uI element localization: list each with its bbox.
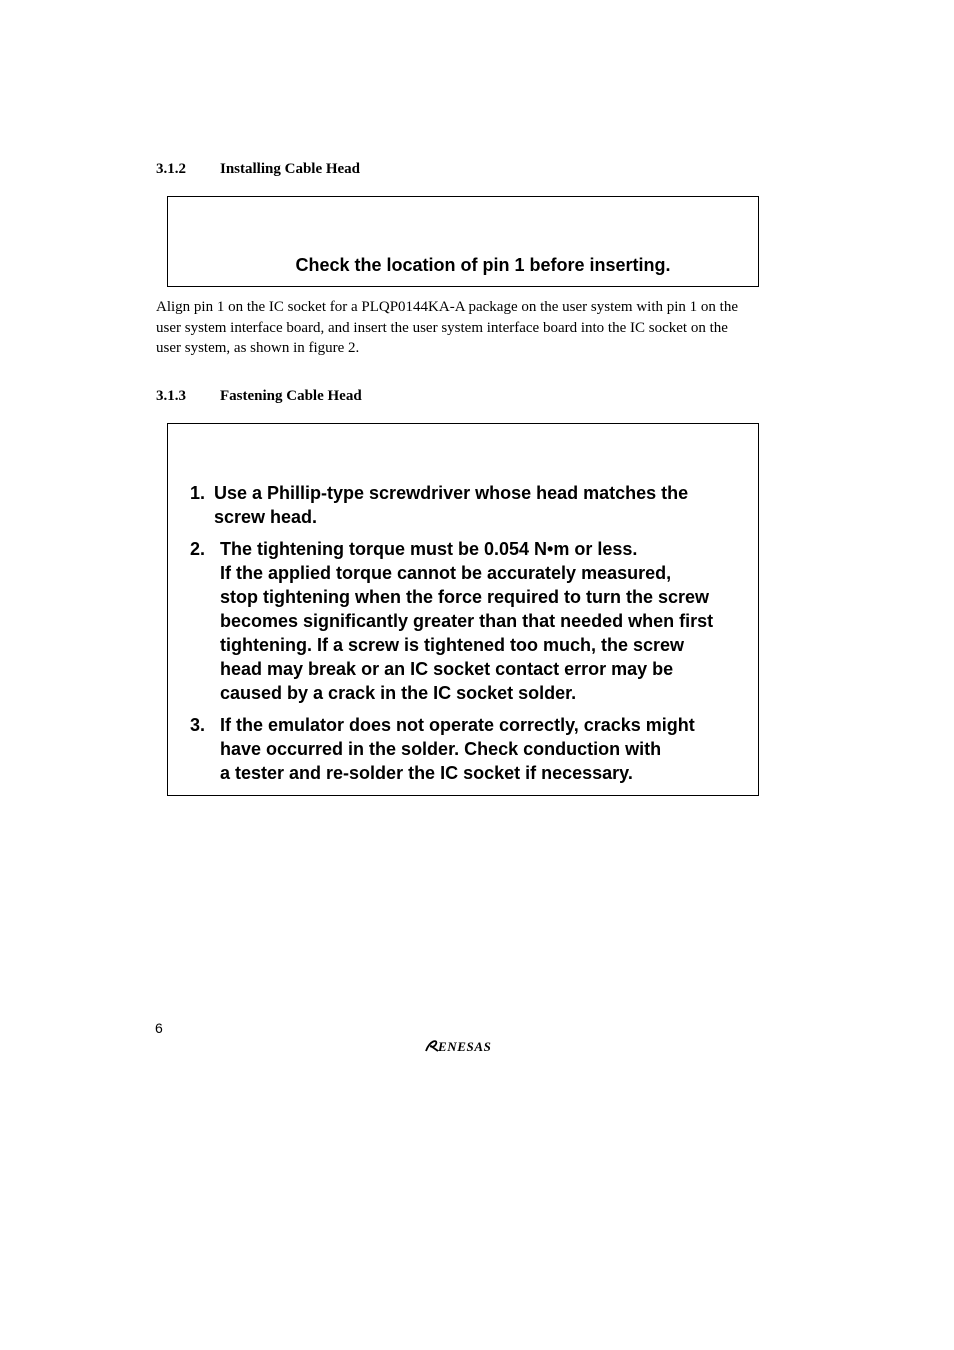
- caution-box-pin1: [167, 196, 759, 287]
- section-heading-3-1-3: [156, 388, 362, 405]
- list-item-line: have occurred in the solder. Check conduction with: [220, 739, 662, 759]
- paragraph-line: user system, as shown in figure 2.: [156, 340, 360, 356]
- paragraph-line: user system interface board, and insert the user system interface board into the IC socket on the: [156, 319, 728, 336]
- list-item: [190, 713, 750, 785]
- caution-list: [190, 481, 750, 793]
- list-item-line: Use a Phillip-type screwdriver whose head matches the: [214, 483, 689, 503]
- renesas-logo: [424, 1036, 524, 1061]
- section-title: Fastening Cable Head: [220, 388, 362, 404]
- list-item-line: becomes significantly greater than that needed when first: [220, 611, 714, 631]
- list-item-line: caused by a crack in the IC socket solder.: [220, 683, 577, 703]
- section-number: 3.1.2: [156, 161, 186, 177]
- section-title: Installing Cable Head: [220, 161, 361, 177]
- list-item-line: If the applied torque cannot be accurately measured,: [220, 563, 672, 583]
- section-number: 3.1.3: [156, 388, 186, 404]
- renesas-logo-image: [424, 1036, 524, 1056]
- list-item-number: 2.: [190, 539, 206, 559]
- list-item-line: If the emulator does not operate correctly, cracks might: [220, 715, 695, 735]
- list-item-line: head may break or an IC socket contact error may be: [220, 659, 674, 679]
- page-number: 6: [155, 1020, 163, 1036]
- caution-text: Check the location of pin 1 before inserting.: [295, 255, 671, 275]
- caution-box-fastening: [167, 423, 759, 796]
- body-paragraph: [156, 297, 786, 359]
- section-heading-3-1-2: [156, 161, 360, 178]
- list-item-line: a tester and re-solder the IC socket if necessary.: [220, 763, 633, 783]
- list-item-number: 1.: [190, 483, 206, 503]
- list-item-number: 3.: [190, 715, 206, 735]
- svg-text:ENESAS: ENESAS: [438, 1039, 492, 1054]
- paragraph-line: Align pin 1 on the IC socket for a PLQP0144KA-A package on the user system with pin 1 on the: [156, 299, 738, 315]
- list-item-line: stop tightening when the force required to turn the screw: [220, 587, 710, 607]
- list-item-line: tightening. If a screw is tightened too much, the screw: [220, 635, 685, 655]
- list-item-line: The tightening torque must be 0.054 N•m or less.: [220, 539, 638, 559]
- list-item-line: screw head.: [214, 507, 318, 527]
- list-item: [190, 537, 750, 705]
- list-item: [190, 481, 750, 529]
